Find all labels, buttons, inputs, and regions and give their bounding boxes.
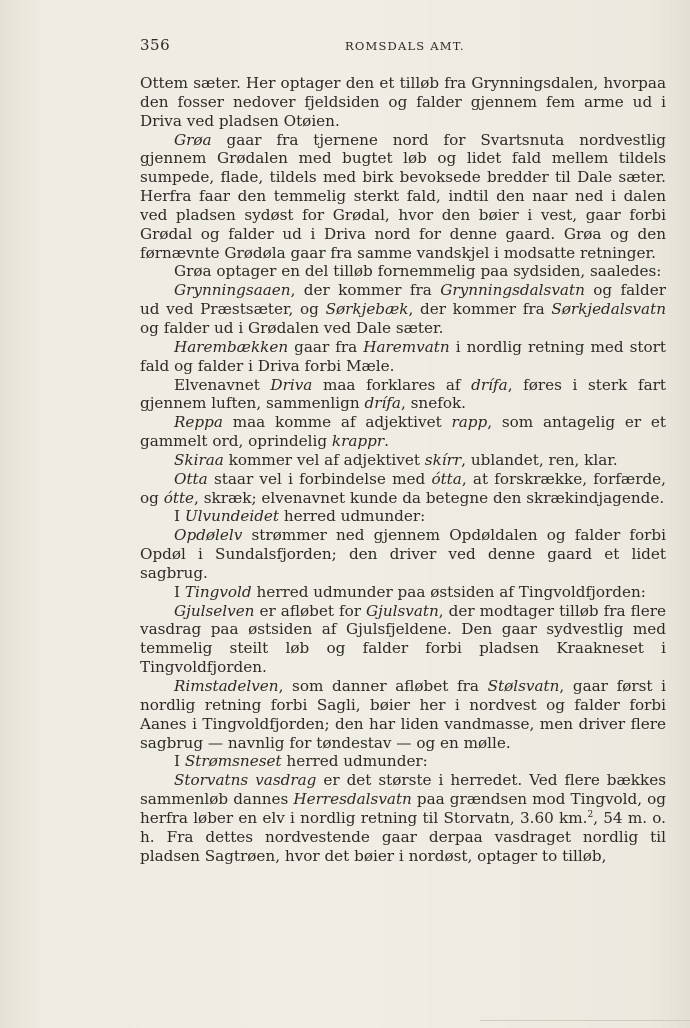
paragraph: Storvatns vasdrag er det største i herredet. Ved flere bækkes sammenløb dannes Herresdalsvatn paa grændsen mod Tingvold, og herfra løber en elv i nordlig retning til Storvatn, 3.60 km.$^2$, 54 m. o. h. Fra dettes nordvestende gaar derpaa vasdraget nordlig til pladsen Sagtrøen, hvor det bøier i nordøst, optager to tilløb, (140, 771, 666, 865)
paragraph: Elvenavnet Driva maa forklares af drífa, føres i sterk fart gjennem luften, sammenlign drífa, snefok. (140, 375, 666, 413)
paragraph: Grøa optager en del tilløb fornemmelig paa sydsiden, saaledes: (174, 262, 662, 281)
paragraph: Skiraa kommer vel af adjektivet skírr, ublandet, ren, klar. (174, 450, 618, 469)
paragraph: Gjulselven er afløbet for Gjulsvatn, der modtager tilløb fra flere vasdrag paa østsiden af Gjulsfjeldene. Den gaar sydvestlig med temmelig steilt løb og falder forbi pladsen Kraakneset i Tingvoldfjorden. (140, 601, 666, 677)
running-title: ROMSDALS AMT. (345, 39, 465, 53)
paragraph: I Tingvold herred udmunder paa østsiden af Tingvoldfjorden: (174, 582, 646, 601)
paragraph: Opdølelv strømmer ned gjennem Opdøldalen og falder forbi Opdøl i Sundalsfjorden; den driver ved denne gaard et lidet sagbrug. (140, 526, 666, 582)
paragraph: I Strømsneset herred udmunder: (174, 752, 428, 771)
paragraph: Harembækken gaar fra Haremvatn i nordlig retning med stort fald og falder i Driva forbi Mæle. (140, 337, 666, 375)
page-header (140, 36, 666, 56)
body-text (140, 74, 666, 865)
page-number: 356 (140, 36, 171, 54)
paragraph: Rimstadelven, som danner afløbet fra Stølsvatn, gaar først i nordlig retning forbi Sagli, bøier her i nordvest og falder forbi Aanes i Tingvoldfjorden; den har liden vandmasse, men driver flere sagbrug — navnlig for tøndestav — og en mølle. (140, 677, 666, 752)
paragraph: Reppa maa komme af adjektivet rapp, som antagelig er et gammelt ord, oprindelig krappr. (140, 413, 666, 451)
paragraph: Otta staar vel i forbindelse med ótta, at forskrække, forfærde, og ótte, skræk; elvenavnet kunde da betegne den skrækindjagende. (140, 469, 666, 507)
paragraph: Ottem sæter. Her optager den et tilløb fra Grynningsdalen, hvorpaa den fosser nedover fjeldsiden og falder gjennem fem arme ud i Driva ved pladsen Otøien. (140, 74, 666, 130)
page-edge-line (480, 1020, 690, 1021)
paragraph: Grøa gaar fra tjernene nord for Svartsnuta nordvestlig gjennem Grødalen med bugtet løb og lidet fald mellem tildels sumpede, flade, tildels med birk bevoksede bredder til Dale sæter. Herfra faar den temmelig sterkt fald, indtil den naar ned i dalen ved pladsen sydøst for Grødal, hvor den bøier i vest, gaar forbi Grødal og falder ud i Driva nord for denne gaard. Grøa og den førnævnte Grødøla gaar fra samme vandskjel i modsatte retninger. (140, 130, 666, 262)
paragraph: Grynningsaaen, der kommer fra Grynningsdalsvatn og falder ud ved Præstsæter, og Sørkjebæk, der kommer fra Sørkjedalsvatn og falder ud i Grødalen ved Dale sæter. (140, 281, 666, 337)
paragraph: I Ulvundeidet herred udmunder: (174, 507, 426, 526)
